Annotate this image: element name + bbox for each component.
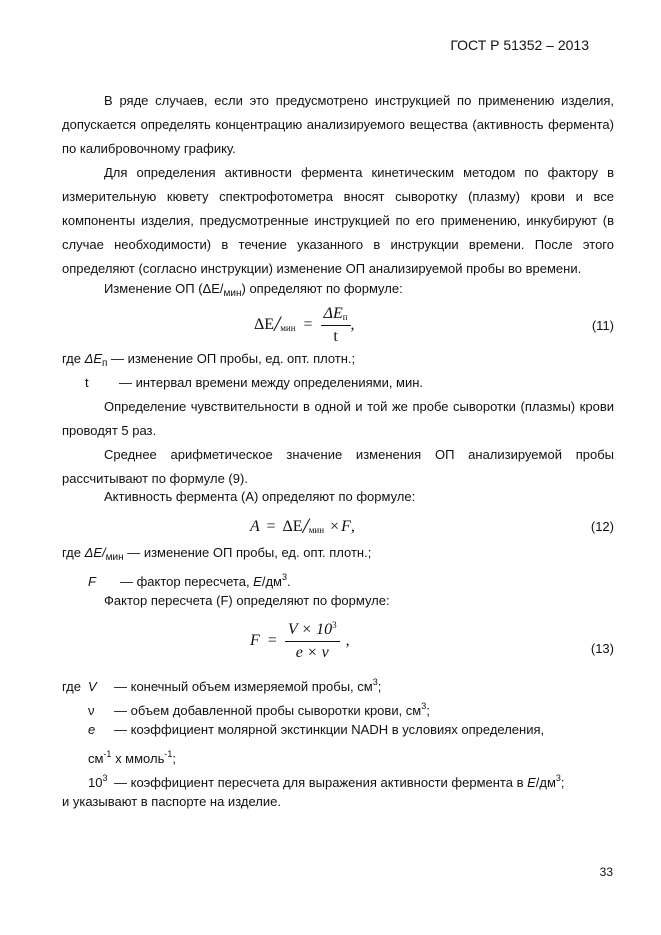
paragraph-sensitivity: Определение чувствительности в одной и той же пробе сыворотки (плазмы) крови проводят 5 раз.	[62, 399, 614, 439]
paragraph-enzyme-activity: Активность фермента (А) определяют по формуле:	[104, 489, 416, 504]
equation-number-11: (11)	[591, 318, 614, 333]
equation-number-12: (12)	[590, 519, 614, 534]
definition-t: t — интервал времени между определениями, мин.	[85, 375, 424, 390]
equation-number-13: (13)	[590, 641, 614, 656]
definition-v-added: ν — объем добавленной пробы сыворотки крови, $см^3$;	[88, 701, 430, 718]
definition-ten-cubed: $10^3$ — коэффициент пересчета для выражения активности фермента в $Е/дм^3$;	[88, 773, 565, 790]
definition-e-units: $см^{-1}$ х ммоль$^{-1}$;	[88, 749, 176, 766]
formula-13: F = $\frac{V \times 10^3}{e \times v}$ ,	[250, 620, 350, 661]
definition-v-final: гдеV — конечный объем измеряемой пробы, $см^3$;	[62, 677, 382, 694]
definition-delta-en: где $\Delta Е_п$ — изменение ОП пробы, ед. опт. плотн.;	[62, 351, 356, 369]
formula-11-fraction: $\frac{\text{ΔEп}}{t}$	[321, 305, 351, 346]
page-number: 33	[599, 865, 613, 879]
paragraph-od-change: Изменение ОП $(\Delta Е/_{мин})$ определяют по формуле:	[104, 281, 403, 299]
paragraph-conversion-factor: Фактор пересчета (F) определяют по формуле:	[104, 593, 390, 608]
document-header: ГОСТ Р 51352 – 2013	[450, 37, 589, 53]
paragraph-passport: и указывают в паспорте на изделие.	[62, 794, 281, 809]
paragraph-kinetic-method: Для определения активности фермента кинетическим методом по фактору в измерительную кювету спектрофотометра вносят сыворотку (плазму) крови и все компоненты изделия, предусмотренные инструкцией по его применению, инкубируют (в случае необходимости) в течение указанного в инструкции времени. После этого определяют (согласно инструкции) изменение ОП анализируемой пробы во времени.	[62, 165, 614, 277]
formula-12: A = ΔE/мин × F,	[250, 513, 355, 538]
paragraph-calibration: В ряде случаев, если это предусмотрено инструкцией по применению изделия, допускается определять концентрацию анализируемого вещества (активность фермента) по калибровочному графику.	[62, 93, 614, 157]
definition-f: F — фактор пересчета, $Е/дм^3$.	[88, 572, 291, 589]
paragraph-mean-value: Среднее арифметическое значение изменения ОП анализируемой пробы рассчитывают по формуле (9).	[62, 447, 614, 487]
definition-delta-e-min: где $\Delta Е/_{мин}$ — изменение ОП пробы, ед. опт. плотн.;	[62, 545, 372, 563]
formula-11: ΔE/мин = $\frac{\text{ΔEп}}{t}$ ,	[254, 305, 355, 345]
formula-13-fraction: $\frac{V \times 10^3}{e \times v}$	[285, 620, 340, 662]
definition-e-extinction: e — коэффициент молярной экстинкции NADH в условиях определения,	[88, 722, 545, 737]
